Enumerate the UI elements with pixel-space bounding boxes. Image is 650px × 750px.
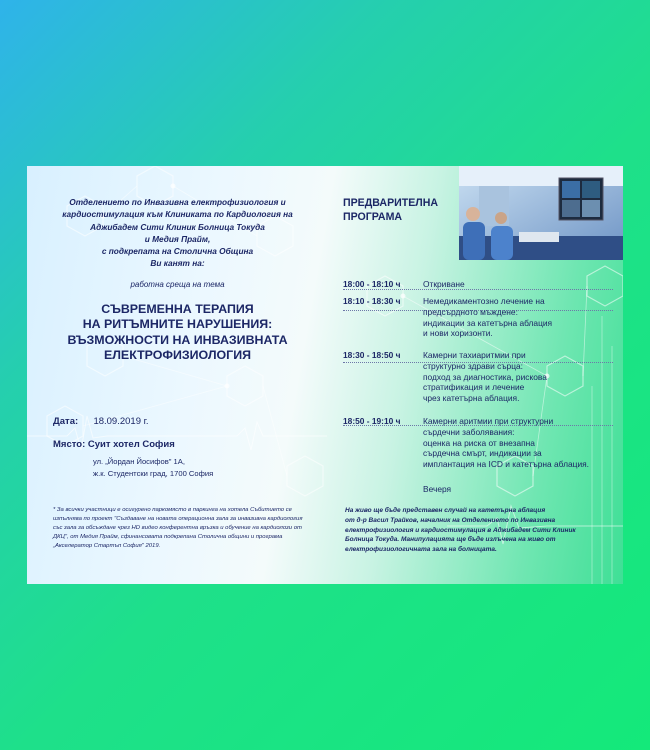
invitation-line: Аджибадем Сити Клиник Болница Токуда (90, 221, 265, 232)
description-line: подход за диагностика, рискова (423, 371, 547, 382)
date-value: 18.09.2019 г. (93, 416, 149, 427)
description-line: сърдечна смърт, индикации за (423, 448, 542, 459)
schedule-description (423, 416, 618, 470)
description-line: и нови хоризонти. (423, 328, 493, 339)
program-title-line: ПРОГРАМА (343, 211, 403, 223)
schedule-time: 18:50 - 19:10 ч (343, 416, 401, 426)
address-line: ж.к. Студентски град, 1700 София (93, 469, 214, 478)
program-title (343, 196, 438, 224)
date-label: Дата: (53, 416, 79, 427)
invitation-card (27, 166, 623, 584)
live-note-line: На живо ще бъде представен случай на катетърна аблация (345, 507, 546, 514)
description-line: Немедикаментозно лечение на (423, 296, 545, 306)
place-label: Място: (53, 439, 86, 450)
event-date (53, 416, 149, 427)
event-place (53, 439, 175, 450)
live-note-line: електрофизиологичната зала на болницата. (345, 546, 497, 554)
live-note-line: електрофизиология и кардиостимулация в Аджибадем Сити Клиник (345, 526, 576, 534)
title-line: НА РИТЪМНИТЕ НАРУШЕНИЯ: (82, 317, 273, 332)
schedule-description (423, 350, 618, 404)
description-line: сърдечни заболявания: (423, 426, 515, 437)
program-title-line: ПРЕДВАРИТЕЛНА (343, 197, 439, 209)
invitation-line: с подкрепата на Столична Община (101, 246, 254, 257)
evening-dinner: Вечеря (423, 484, 452, 494)
description-line: оценка на риска от внезапна (423, 437, 535, 448)
title-line: ВЪЗМОЖНОСТИ НА ИНВАЗИВНАТА (67, 332, 288, 347)
event-subtitle: работна среща на тема (130, 280, 225, 289)
description-line: структурно здрави сърца: (423, 360, 523, 371)
live-note-line: от д-р Васил Трайков, началник на Отделението по Инвазивна (345, 516, 556, 524)
description-line: Камерни тахиаритмии при (423, 350, 526, 360)
address-line: ул. „Йордан Йосифов" 1А, (93, 457, 185, 466)
description-line: индикации за катетърна аблация (423, 317, 553, 328)
schedule-time: 18:10 - 18:30 ч (343, 296, 401, 306)
schedule-time: 18:00 - 18:10 ч (343, 279, 401, 289)
footnote: * За всички участници е осигурено паркомясто в паркинга на хотела Събитието се изпълнява по проект "Създаване на новата операционна зала за инвазивна кардиология със зала за обсъждане чрез HD видео конферентна връзка и обучение на кардиолози от ДКЦ", от Медия Прайм, сфинансовата подкрепана Столична общини и програма „Акселератор Стартъп София" 2019. (53, 507, 303, 549)
title-line: ЕЛЕКТРОФИЗИОЛОГИЯ (103, 347, 252, 362)
schedule-time: 18:30 - 18:50 ч (343, 350, 401, 360)
description-line: Откриване (423, 279, 465, 289)
cath-lab-photo (459, 166, 623, 260)
description-line: стратификация и лечение (423, 382, 525, 393)
invitation-line: и Медия Прайм, (144, 233, 211, 244)
invitation-line: Ви канят на: (150, 258, 205, 269)
description-line: чрез катетърна аблация. (423, 393, 520, 404)
event-title (45, 302, 310, 363)
schedule-description (423, 296, 618, 339)
description-line: имплантация на ICD и катетърна аблация. (423, 459, 589, 470)
invitation-line: Отделението по Инвазивна електрофизиология и (69, 197, 286, 207)
description-line: Камерни аритмии при структурни (423, 416, 554, 426)
place-value: Суит хотел София (87, 439, 175, 450)
event-address (93, 456, 213, 480)
schedule-description (423, 279, 618, 290)
invitation-line: кардиостимулация към Клиниката по Кардиология на (62, 209, 293, 220)
live-note-line: Болница Токуда. Манипулацията ще бъде излъчена на живо от (345, 536, 556, 544)
live-case-note (345, 506, 615, 555)
description-line: предсърдното мъждене: (423, 306, 518, 317)
invitation-text (45, 196, 310, 270)
title-line: СЪВРЕМЕННА ТЕРАПИЯ (101, 302, 254, 316)
